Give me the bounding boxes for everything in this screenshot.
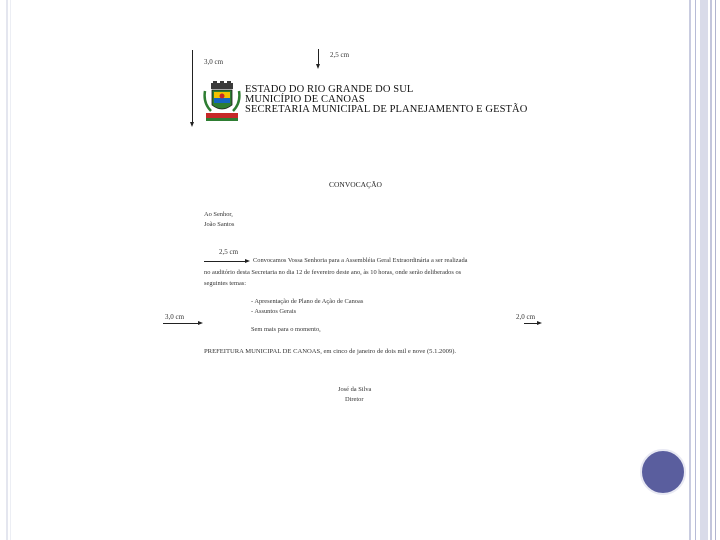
- right-border-stripe: [700, 0, 708, 540]
- left-margin-label: 3,0 cm: [165, 313, 185, 321]
- paragraph-line-1: Convocamos Vossa Senhoria para a Assembléia Geral Extraordinária a ser realizada: [253, 257, 468, 264]
- letter-title: CONVOCAÇÃO: [329, 180, 382, 189]
- right-margin-label: 2,0 cm: [516, 313, 536, 321]
- signer-name: José da Silva: [338, 386, 372, 393]
- indent-margin-arrow-icon: [245, 259, 250, 263]
- right-border-stripe: [695, 0, 696, 540]
- topic-item-2: - Assuntos Gerais: [251, 308, 297, 315]
- right-border-stripe: [689, 0, 691, 540]
- signer-title: Diretor: [345, 396, 364, 403]
- top-margin-arrow-icon: [316, 64, 320, 69]
- left-margin-arrow-icon: [198, 321, 203, 325]
- right-border-stripe: [715, 0, 716, 540]
- top-margin-label: 2,5 cm: [330, 51, 350, 59]
- coat-of-arms-icon: [203, 81, 241, 123]
- addressee-name: João Santos: [204, 221, 235, 228]
- right-border-stripe: [710, 0, 712, 540]
- header-secretariat: SECRETARIA MUNICIPAL DE PLANEJAMENTO E GESTÃO: [245, 104, 528, 115]
- indent-margin-label: 2,5 cm: [219, 248, 239, 256]
- topic-item-1: - Apresentação de Plano de Ação de Canoas: [251, 298, 364, 305]
- left-top-margin-arrow-icon: [190, 122, 194, 127]
- right-margin-arrow-icon: [537, 321, 542, 325]
- left-top-margin-line: [192, 50, 193, 124]
- header-municipality: MUNICÍPIO DE CANOAS: [245, 94, 365, 105]
- salutation: Ao Senhor,: [204, 211, 233, 218]
- left-top-margin-label: 3,0 cm: [204, 58, 224, 66]
- left-margin-line: [163, 323, 199, 324]
- closing-line: Sem mais para o momento,: [251, 326, 321, 333]
- decorative-circle: [640, 449, 686, 495]
- indent-margin-line: [204, 261, 246, 262]
- right-margin-line: [524, 323, 538, 324]
- place-date: PREFEITURA MUNICIPAL DE CANOAS, em cinco de janeiro de dois mil e nove (5.1.2009).: [204, 348, 457, 355]
- left-border-stripe: [6, 0, 8, 540]
- header-state: ESTADO DO RIO GRANDE DO SUL: [245, 84, 414, 95]
- paragraph-line-2: no auditório desta Secretaria no dia 12 de fevereiro deste ano, às 10 horas, onde serão deliberados os: [204, 269, 462, 276]
- paragraph-line-3: seguintes temas:: [204, 280, 247, 287]
- left-border-stripe: [10, 0, 11, 540]
